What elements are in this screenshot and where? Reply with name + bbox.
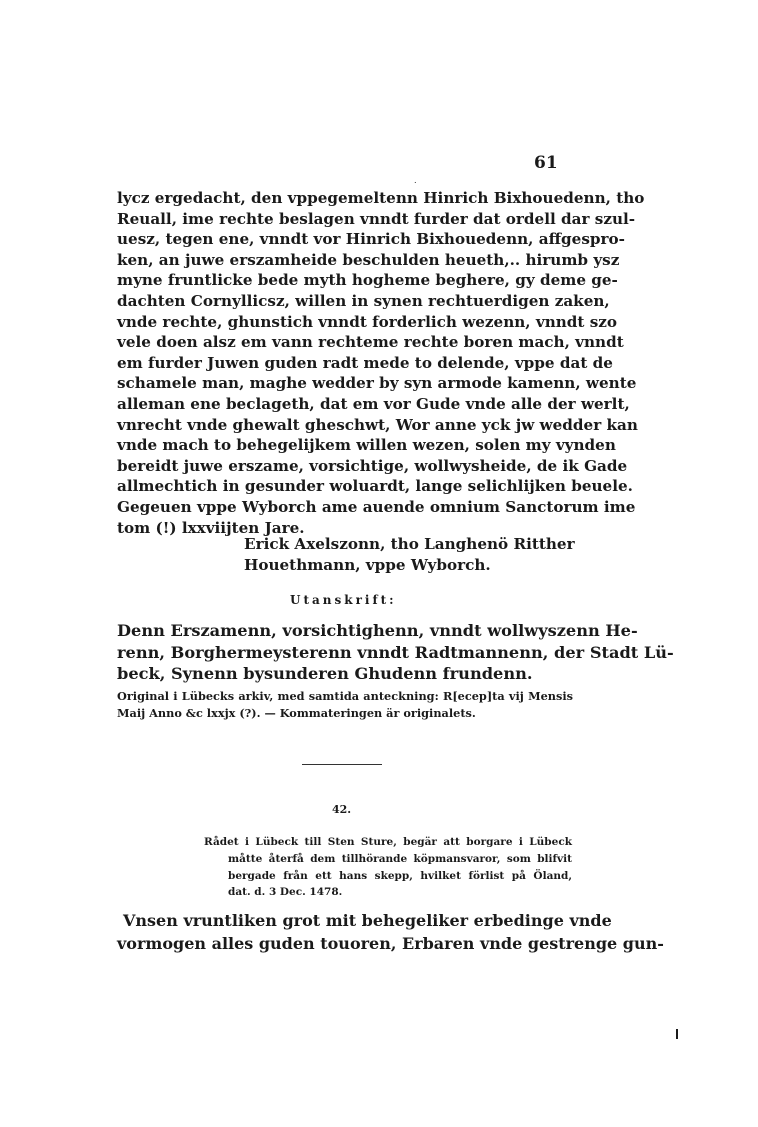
editorial-note bbox=[117, 688, 573, 722]
section-divider bbox=[302, 764, 382, 765]
signature-line-1: Erick Axelszonn, tho Langhenö Ritther bbox=[244, 535, 575, 553]
letter-line: Vnsen vruntliken grot mit behegeliker erbedinge vnde bbox=[123, 911, 612, 930]
address-line: renn, Borghermeysterenn vnndt Radtmannenn, der Stadt Lü- bbox=[117, 642, 674, 662]
text-line: allmechtich in gesunder woluardt, lange selichlijken beuele. bbox=[117, 477, 633, 496]
summary-line: Rådet i Lübeck till Sten Sture, begär att borgare i Lübeck bbox=[204, 836, 572, 848]
text-line: Reuall, ime rechte beslagen vnndt furder dat ordell dar szul- bbox=[117, 209, 636, 228]
letter-body bbox=[117, 188, 645, 538]
address-line: Denn Erszamenn, vorsichtighenn, vnndt wollwyszenn He- bbox=[117, 621, 638, 640]
letter-line: vormogen alles guden touoren, Erbaren vnde gestrenge gun- bbox=[117, 933, 664, 953]
letter-opening bbox=[117, 910, 664, 955]
text-line: tom (!) lxxviijten Jare. bbox=[117, 518, 305, 537]
item-summary bbox=[204, 834, 572, 901]
stray-dot: . bbox=[414, 176, 417, 185]
text-line: vele doen alsz em vann rechteme rechte boren mach, vnndt bbox=[117, 333, 624, 352]
summary-line: dat. d. 3 Dec. 1478. bbox=[228, 886, 343, 899]
note-line: Maij Anno &c lxxjx (?). — Kommateringen är originalets. bbox=[117, 706, 476, 720]
utanskrift-heading: Utanskrift: bbox=[290, 593, 397, 607]
note-line: Original i Lübecks arkiv, med samtida anteckning: R[ecep]ta vij Mensis bbox=[117, 689, 573, 703]
text-line: Gegeuen vppe Wyborch ame auende omnium Sanctorum ime bbox=[117, 497, 636, 516]
address-block bbox=[117, 620, 674, 685]
address-line: beck, Synenn bysunderen Ghudenn frundenn. bbox=[117, 664, 533, 683]
summary-line: bergade från ett hans skepp, hvilket förlist på Öland, bbox=[228, 869, 572, 882]
page-number: 61 bbox=[534, 153, 558, 173]
item-number: 42. bbox=[332, 803, 352, 816]
text-line: uesz, tegen ene, vnndt vor Hinrich Bixhouedenn, affgespro- bbox=[117, 230, 625, 249]
text-line: vnde mach to behegelijkem willen wezen, solen my vynden bbox=[117, 436, 616, 455]
text-line: em furder Juwen guden radt mede to delende, vppe dat de bbox=[117, 353, 613, 372]
text-line: vnrecht vnde ghewalt gheschwt, Wor anne yck jw wedder kan bbox=[117, 415, 638, 434]
signature-line-2: Houethmann, vppe Wyborch. bbox=[244, 556, 491, 574]
text-line: ken, an juwe erszamheide beschulden heueth,.. hirumb ysz bbox=[117, 250, 620, 269]
text-line: vnde rechte, ghunstich vnndt forderlich wezenn, vnndt szo bbox=[117, 312, 618, 331]
text-line: dachten Cornyllicsz, willen in synen rechtuerdigen zaken, bbox=[117, 291, 610, 310]
text-line: lycz ergedacht, den vppegemeltenn Hinrich Bixhouedenn, tho bbox=[117, 189, 645, 207]
margin-mark bbox=[676, 1029, 678, 1039]
text-line: bereidt juwe erszame, vorsichtige, wollwysheide, de ik Gade bbox=[117, 456, 628, 475]
text-line: myne fruntlicke bede myth hogheme beghere, gy deme ge- bbox=[117, 271, 618, 290]
text-line: alleman ene beclageth, dat em vor Gude vnde alle der werlt, bbox=[117, 394, 630, 413]
summary-line: måtte återfå dem tillhörande köpmansvaror, som blifvit bbox=[228, 852, 572, 865]
text-line: schamele man, maghe wedder by syn armode kamenn, wente bbox=[117, 374, 637, 393]
